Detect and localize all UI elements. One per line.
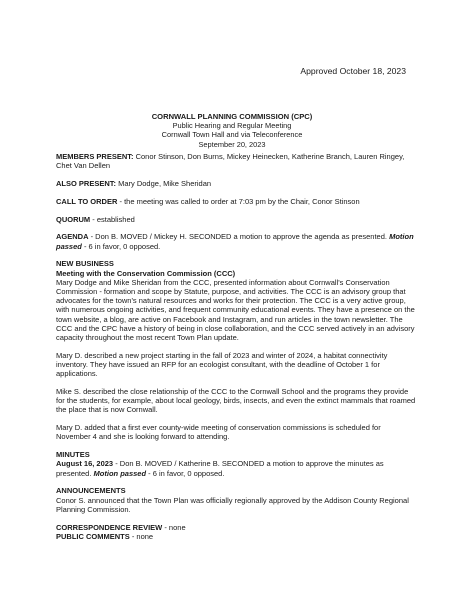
public-text: - none (129, 531, 154, 541)
new-business (56, 259, 416, 342)
members-label: MEMBERS PRESENT: (56, 152, 134, 161)
public-label: PUBLIC COMMENTS (56, 531, 130, 541)
meeting-date: September 20, 2023 (198, 139, 266, 149)
members-text: Conor Stinson, Don Burns, Mickey Heinecken, Katherine Branch, Lauren Ringey, Chet Van Dellen (56, 152, 405, 171)
minutes-date: August 16, 2023 (56, 459, 114, 469)
new-business-heading: NEW BUSINESS (56, 259, 114, 269)
announcements (56, 486, 416, 514)
call-text: - the meeting was called to order at 7:03 pm by the Chair, Conor Stinson (117, 196, 360, 206)
ccc-subheading: Meeting with the Conservation Commission (CCC) (56, 268, 236, 278)
members-present (56, 152, 416, 170)
correspondence-text: - none (162, 522, 186, 532)
minutes (56, 450, 416, 478)
agenda-tail: - 6 in favor, 0 opposed. (81, 241, 161, 251)
ccc-paragraph-1: Mary Dodge and Mike Sheridan from the CCC, presented information about Cornwall's Conservation Commission - formation and scope by Statute, purpose, and activities. The CCC is an advisory group that advocates for the town's natural resources and works for their protection. The CCC is a very active group, with numerous ongoing activities, and frequent community educational events. They have a presence on the town website, a blog, are active on Facebook and Instagram, and run articles in the town newsletter. The CCC and the CPC have a history of being in close collaboration, and the CCC served actively in an advisory capacity throughout the most recent Town Plan update. (56, 277, 415, 343)
also-present (56, 179, 416, 188)
document-title: CORNWALL PLANNING COMMISSION (CPC) (151, 112, 313, 121)
agenda (56, 232, 416, 250)
also-text: Mary Dodge, Mike Sheridan (116, 179, 212, 188)
minutes-motion-passed: Motion passed (93, 468, 147, 478)
ccc-paragraph-4: Mary D. added that a first ever county-wide meeting of conservation commissions is scheduled for November 4 and she is looking forward to attending. (56, 423, 381, 442)
announcements-heading: ANNOUNCEMENTS (56, 486, 126, 496)
also-label: ALSO PRESENT: (56, 179, 117, 188)
meeting-type: Public Hearing and Regular Meeting (172, 121, 292, 131)
meeting-location: Cornwall Town Hall and via Teleconference (161, 130, 303, 140)
announcements-text: Conor S. announced that the Town Plan was officially regionally approved by the Addison County Regional Planning Commission. (56, 495, 409, 514)
quorum (56, 215, 416, 224)
quorum-label: QUORUM (56, 214, 91, 224)
document-body (56, 152, 416, 550)
agenda-text: - Don B. MOVED / Mickey H. SECONDED a motion to approve the agenda as presented. (88, 232, 390, 242)
quorum-text: - established (90, 214, 135, 224)
ccc-paragraph-2: Mary D. described a new project starting in the fall of 2023 and winter of 2024, a habitat connectivity inventory. They have issued an RFP for an ecologist consultant, with the deadline of October 1 for applications. (56, 350, 388, 379)
agenda-motion-passed: Motion passed (56, 232, 414, 251)
correspondence-review (56, 523, 416, 532)
minutes-text: - Don B. MOVED / Katherine B. SECONDED a motion to approve the minutes as presented. (56, 459, 384, 478)
minutes-heading: MINUTES (56, 450, 90, 460)
approval-note: Approved October 18, 2023 (300, 66, 406, 76)
document-header (0, 112, 464, 149)
ccc-paragraph-3: Mike S. described the close relationship of the CCC to the Cornwall School and the programs they provide for the students, for example, about local geology, birds, insects, and even the extinct mammals that roamed the place that is now Cornwall. (56, 387, 416, 415)
public-comments (56, 532, 416, 541)
minutes-tail: - 6 in favor, 0 opposed. (146, 468, 225, 478)
call-label: CALL TO ORDER (56, 196, 118, 206)
call-to-order (56, 197, 416, 206)
agenda-label: AGENDA (56, 232, 89, 242)
correspondence-label: CORRESPONDENCE REVIEW (56, 522, 163, 532)
